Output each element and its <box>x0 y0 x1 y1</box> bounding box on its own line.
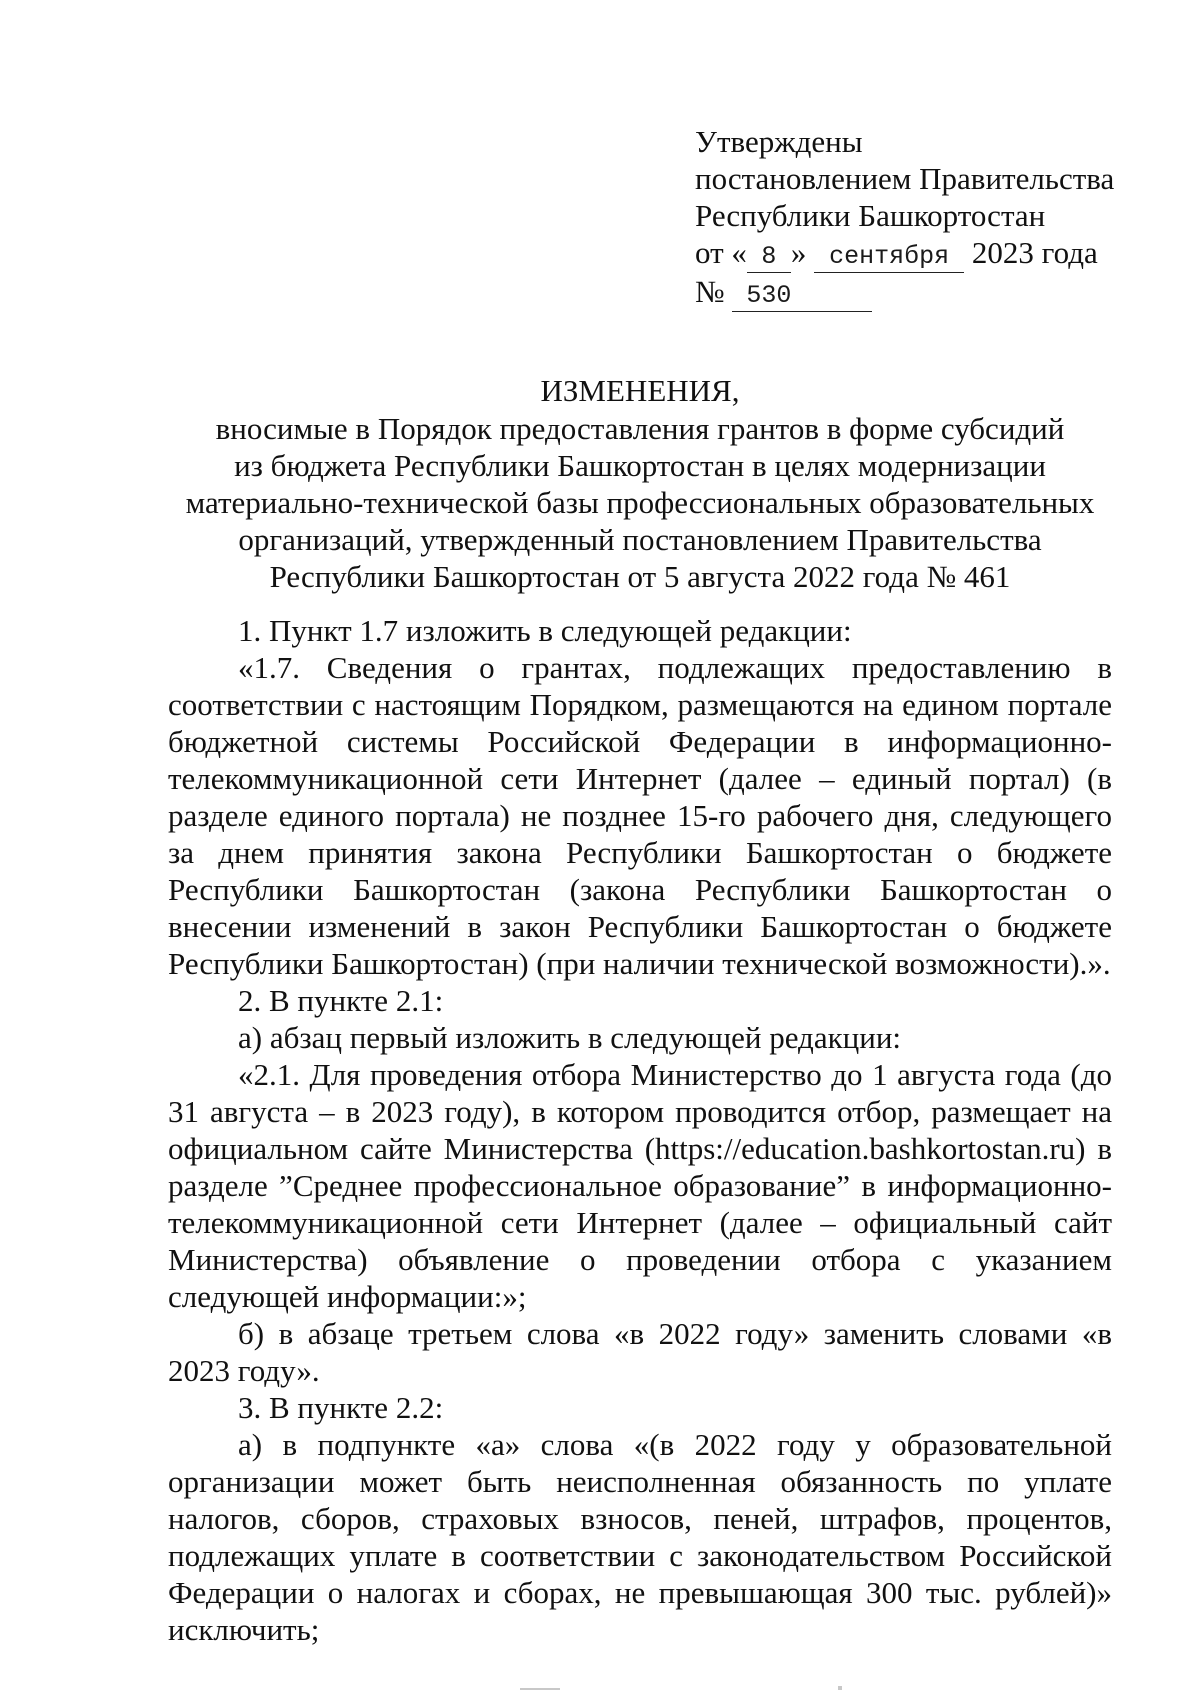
document-body <box>168 612 1112 1648</box>
date-year: 2023 года <box>971 235 1098 270</box>
paragraph-6: б) в абзаце третьем слова «в 2022 году» заменить словами «в 2023 году». <box>168 1316 1112 1388</box>
approval-line-2: постановлением Правительства <box>695 161 1115 196</box>
paragraph-1: 1. Пункт 1.7 изложить в следующей редакции: <box>238 613 852 648</box>
paragraph-7: 3. В пункте 2.2: <box>238 1390 444 1425</box>
paragraph-5: «2.1. Для проведения отбора Министерство до 1 августа года (до 31 августа – в 2023 году), в котором проводится отбор, размещает на официальном сайте Министерства (https://education.bashkortostan.ru) в разделе ”Среднее профессиональное образование” в информационно-телекоммуникационной сети Интернет (далее – официальный сайт Министерства) объявление о проведении отбора с указанием следующей информации:»; <box>168 1057 1112 1314</box>
number-prefix: № <box>695 274 725 309</box>
date-month: сентября <box>814 242 964 273</box>
approval-date-line <box>695 234 1155 273</box>
scan-artifact <box>838 1686 842 1690</box>
approval-number-line <box>695 273 1155 312</box>
heading-line-5: Республики Башкортостан от 5 августа 2022 года № 461 <box>269 559 1011 594</box>
heading-line-1: вносимые в Порядок предоставления грантов в форме субсидий <box>215 411 1065 446</box>
approval-line-1: Утверждены <box>695 124 863 159</box>
paragraph-4: а) абзац первый изложить в следующей редакции: <box>238 1020 902 1055</box>
scan-artifact <box>520 1688 560 1690</box>
approval-block <box>695 123 1155 312</box>
date-prefix: от « <box>695 235 747 270</box>
heading-line-2: из бюджета Республики Башкортостан в целях модернизации <box>234 448 1046 483</box>
date-mid: » <box>790 235 807 270</box>
heading-line-4: организаций, утвержденный постановлением Правительства <box>238 522 1042 557</box>
decree-number: 530 <box>732 281 872 312</box>
document-heading <box>180 372 1100 595</box>
heading-line-3: материально-технической базы профессиональных образовательных <box>185 485 1095 520</box>
paragraph-3: 2. В пункте 2.1: <box>238 983 444 1018</box>
paragraph-2: «1.7. Сведения о грантах, подлежащих предоставлению в соответствии с настоящим Порядком, размещаются на едином портале бюджетной системы Российской Федерации в информационно-телекоммуникационной сети Интернет (далее – единый портал) (в разделе единого портала) не позднее 15-го рабочего дня, следующего за днем принятия закона Республики Башкортостан о бюджете Республики Башкортостан (закона Республики Башкортостан о внесении изменений в закон Республики Башкортостан о бюджете Республики Башкортостан) (при наличии технической возможности).». <box>168 650 1112 981</box>
heading-title: ИЗМЕНЕНИЯ, <box>540 373 740 408</box>
date-day: 8 <box>747 242 791 273</box>
approval-line-3: Республики Башкортостан <box>695 198 1046 233</box>
paragraph-8: а) в подпункте «а» слова «(в 2022 году у образовательной организации может быть неисполненная обязанность по уплате налогов, сборов, страховых взносов, пеней, штрафов, процентов, подлежащих уплате в соответствии с законодательством Российской Федерации о налогах и сборах, не превышающая 300 тыс. рублей)» исключить; <box>168 1427 1112 1647</box>
